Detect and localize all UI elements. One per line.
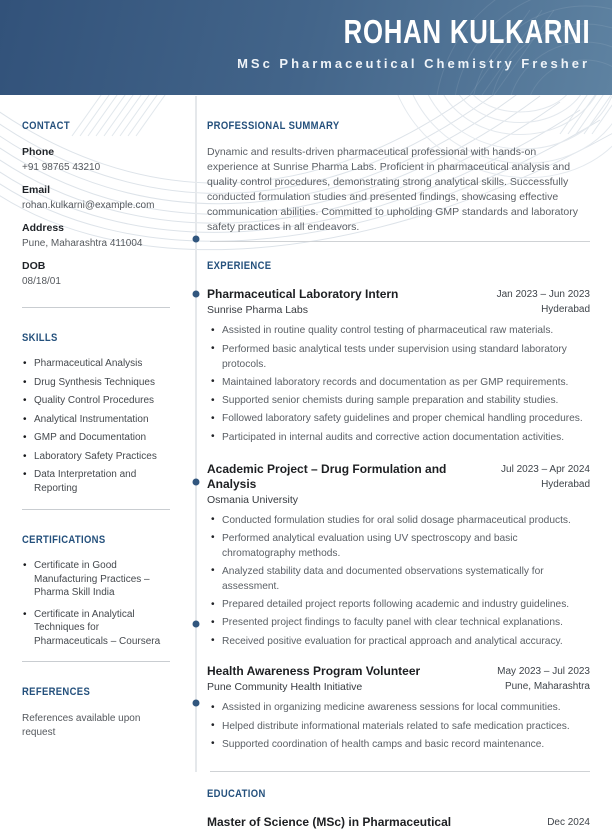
dob-value: 08/18/01 xyxy=(22,276,61,287)
job-dates: May 2023 – Jul 2023 xyxy=(497,666,590,678)
main-divider xyxy=(210,241,590,242)
skill-item: • Analytical Instrumentation xyxy=(34,413,170,427)
job-dates: Jul 2023 – Apr 2024 xyxy=(501,463,590,475)
main-column xyxy=(207,112,590,830)
candidate-name: ROHAN KULKARNI xyxy=(343,13,590,50)
skills-list xyxy=(22,357,170,495)
education-entry xyxy=(207,815,590,830)
job-title: Pharmaceutical Laboratory Intern xyxy=(207,287,399,302)
contact-field-dob xyxy=(22,260,170,288)
timeline-dot xyxy=(193,236,200,243)
sidebar xyxy=(22,112,170,739)
job-company: Sunrise Pharma Labs xyxy=(207,304,308,317)
skill-item: • Data Interpretation and Reporting xyxy=(34,468,170,495)
address-value: Pune, Maharashtra 411004 xyxy=(22,238,143,249)
job-bullet: • Participated in internal audits and corrective action documentation activities. xyxy=(222,431,590,446)
contact-field-phone xyxy=(22,146,170,174)
experience-section-heading: EXPERIENCE xyxy=(207,260,272,273)
timeline-dot xyxy=(193,291,200,298)
email-label: Email xyxy=(22,184,51,196)
candidate-name-row xyxy=(237,15,590,49)
education-degree: Master of Science (MSc) in Pharmaceutical xyxy=(207,814,452,829)
experience-entry xyxy=(207,287,590,445)
contact-field-address xyxy=(22,222,170,250)
job-bullet: • Supported senior chemists during sample preparation and stability studies. xyxy=(222,394,590,409)
skill-item: • Quality Control Procedures xyxy=(34,394,170,408)
timeline-dot xyxy=(193,621,200,628)
certification-item: • Certificate in Good Manufacturing Practices – Pharma Skill India xyxy=(34,559,170,600)
job-bullet: • Assisted in routine quality control testing of pharmaceutical raw materials. xyxy=(222,324,590,339)
job-company: Osmania University xyxy=(207,493,299,506)
job-bullet-list xyxy=(207,514,590,650)
certification-item: • Certificate in Analytical Techniques for Pharmaceuticals – Coursera xyxy=(34,608,170,649)
job-bullet: • Prepared detailed project reports following academic and industry guidelines. xyxy=(222,598,590,613)
skill-item: • Laboratory Safety Practices xyxy=(34,450,170,464)
job-location: Pune, Maharashtra xyxy=(504,681,590,693)
job-bullet: • Helped distribute informational materials related to safe medication practices. xyxy=(222,720,590,735)
job-bullet: • Performed basic analytical tests under supervision using standard laboratory protocols. xyxy=(222,343,590,373)
job-location: Hyderabad xyxy=(541,304,590,316)
certifications-section-heading: CERTIFICATIONS xyxy=(22,534,106,546)
job-bullet: • Received positive evaluation for practical approach and analytical accuracy. xyxy=(222,635,590,650)
job-title: Health Awareness Program Volunteer xyxy=(207,664,421,679)
skills-section-heading: SKILLS xyxy=(22,332,58,344)
timeline-dot xyxy=(193,479,200,486)
job-bullet: • Analyzed stability data and documented observations systematically for assessment. xyxy=(222,565,590,595)
contact-field-email xyxy=(22,184,170,212)
job-bullet: • Supported coordination of health camps and basic record maintenance. xyxy=(222,738,590,753)
references-section-heading: REFERENCES xyxy=(22,686,91,698)
job-bullet: • Assisted in organizing medicine awareness sessions for local communities. xyxy=(222,701,590,716)
summary-section-heading: PROFESSIONAL SUMMARY xyxy=(207,120,340,132)
job-bullet-list xyxy=(207,701,590,752)
job-dates: Jan 2023 – Jun 2023 xyxy=(496,289,590,301)
certifications-list xyxy=(22,559,170,648)
contact-section-heading: CONTACT xyxy=(22,120,70,132)
main-divider xyxy=(210,771,590,772)
sidebar-divider xyxy=(22,509,170,510)
education-section-heading: EDUCATION xyxy=(207,787,266,800)
skill-item: • GMP and Documentation xyxy=(34,431,170,445)
job-bullet: • Maintained laboratory records and documentation as per GMP requirements. xyxy=(222,376,590,391)
sidebar-divider xyxy=(22,661,170,662)
job-bullet: • Performed analytical evaluation using UV spectroscopy and basic chromatography methods. xyxy=(222,532,590,562)
email-value: rohan.kulkarni@example.com xyxy=(22,200,155,211)
job-bullet-list xyxy=(207,324,590,445)
job-company: Pune Community Health Initiative xyxy=(207,681,363,694)
job-bullet: • Followed laboratory safety guidelines and proper chemical handling procedures. xyxy=(222,412,590,427)
timeline-line xyxy=(195,96,197,772)
timeline-dot xyxy=(193,700,200,707)
summary-text: Dynamic and results-driven pharmaceutical professional with hands-on experience at Sunrise Pharma Labs. Proficient in pharmaceutical analysis and quality control procedures, demonstrating strong analytical skills. Successfully conducted formulation studies and presented findings, showcasing effective communication abilities. Committed to upholding GMP standards and laboratory safety practices in all endeavors. xyxy=(207,146,578,233)
phone-label: Phone xyxy=(22,146,55,158)
phone-value: +91 98765 43210 xyxy=(22,162,101,173)
skill-item: • Pharmaceutical Analysis xyxy=(34,357,170,371)
experience-entry xyxy=(207,664,590,752)
experience-entry xyxy=(207,462,590,650)
references-text: References available upon request xyxy=(22,713,141,738)
skill-item: • Drug Synthesis Techniques xyxy=(34,376,170,390)
job-bullet: • Conducted formulation studies for oral solid dosage pharmaceutical products. xyxy=(222,514,590,529)
candidate-subtitle: MSc Pharmaceutical Chemistry Fresher xyxy=(237,56,590,71)
job-bullet: • Presented project findings to faculty panel with clear technical explanations. xyxy=(222,616,590,631)
dob-label: DOB xyxy=(22,260,46,272)
sidebar-divider xyxy=(22,307,170,308)
job-location: Hyderabad xyxy=(541,478,590,490)
job-title: Academic Project – Drug Formulation and Analysis xyxy=(207,461,447,491)
header-banner xyxy=(0,0,612,95)
address-label: Address xyxy=(22,222,65,234)
education-date: Dec 2024 xyxy=(547,816,590,828)
